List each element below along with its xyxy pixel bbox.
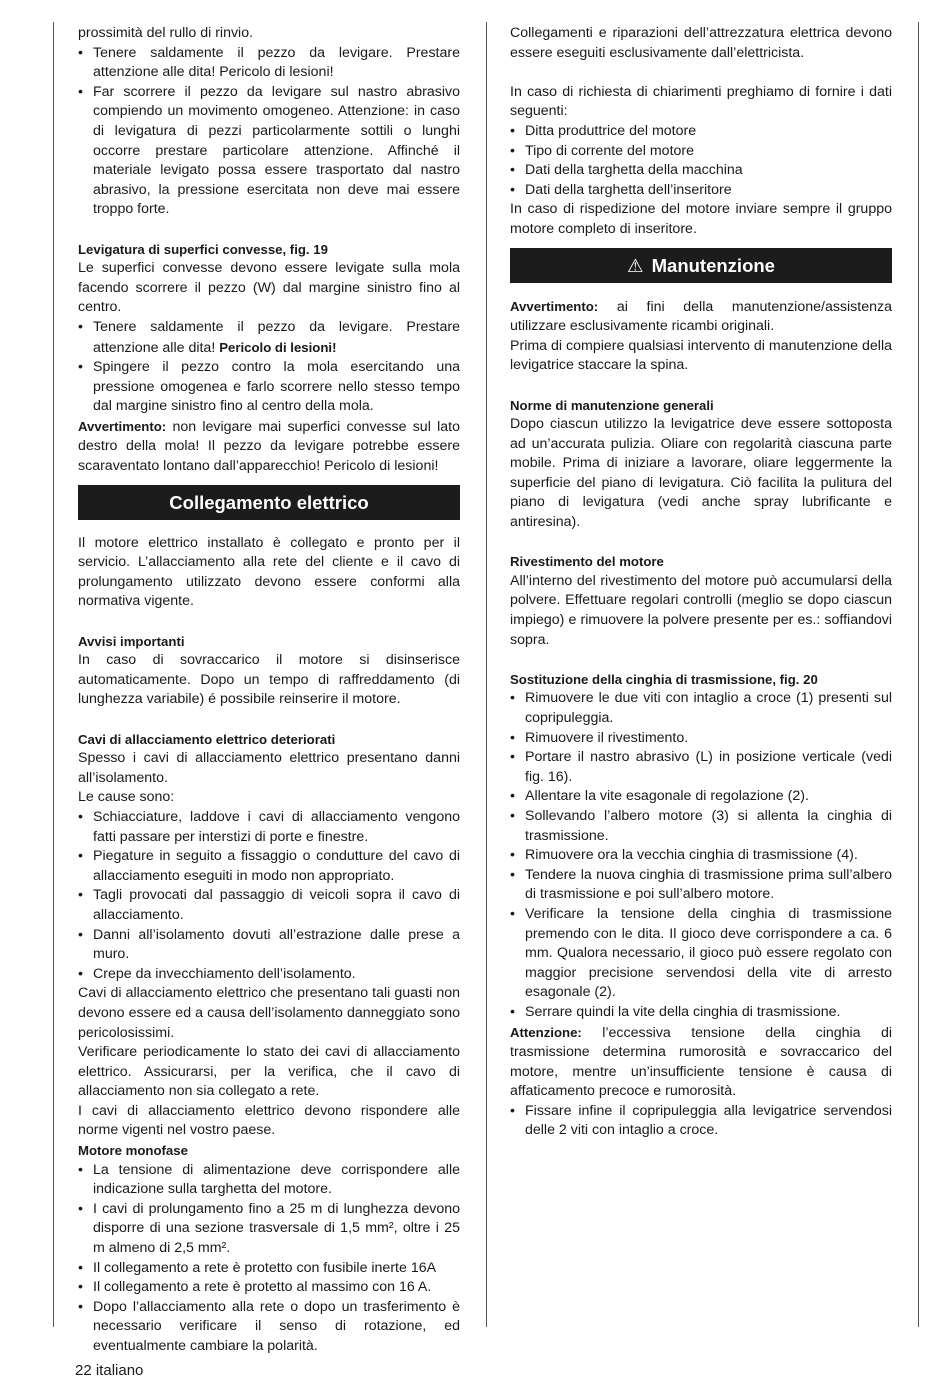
list-item: • Tenere saldamente il pezzo da levigare. Prestare attenzione alle dita! Pericolo di lesioni! bbox=[78, 318, 460, 358]
list-item: • Rimuovere il rivestimento. bbox=[510, 729, 892, 749]
cables-list bbox=[78, 808, 460, 984]
mono-list bbox=[78, 1161, 460, 1357]
request-list bbox=[510, 122, 892, 200]
cables-causes: Le cause sono: bbox=[78, 789, 175, 806]
warning-label: Avvertimento: bbox=[78, 418, 167, 434]
list-item: • Tenere saldamente il pezzo da levigare. Prestare attenzione alle dita! Pericolo di lesioni! bbox=[78, 44, 460, 83]
mono-heading: Motore monofase bbox=[78, 1143, 188, 1159]
convex-warning: Avvertimento: non levigare mai superfici convesse sul lato destro della mola! Il pezzo da levigare potrebbe essere scaraventato lontano dall’apparecchio! Pericolo di lesioni! bbox=[78, 418, 460, 475]
column-rule-left bbox=[53, 22, 54, 1327]
list-item: • Fissare infine il copripuleggia alla levigatrice servendosi delle 2 viti con intaglio a croce. bbox=[510, 1102, 892, 1141]
right-column bbox=[510, 24, 892, 1141]
list-item: • Crepe da invecchiamento dell’isolamento. bbox=[78, 965, 460, 985]
cables-text: Cavi di allacciamento elettrico che presentano tali guasti non devono essere ed a causa dell’isolamento danneggiato sono pericolosissimi. bbox=[78, 985, 460, 1041]
general-heading: Norme di manutenzione generali bbox=[510, 397, 714, 413]
belt-list bbox=[510, 689, 892, 1022]
request-text: In caso di richiesta di chiarimenti preghiamo di fornire i dati seguenti: bbox=[510, 83, 892, 120]
housing-heading: Rivestimento del motore bbox=[510, 554, 664, 570]
cables-text: Spesso i cavi di allacciamento elettrico presentano danni all’isolamento. bbox=[78, 750, 460, 786]
electric-text: Il motore elettrico installato è collegato e pronto per il servicio. L’allacciamento alla rete del cliente e il cavo di prolungamento utilizzato devono essere conformi alla normativa vigente. bbox=[78, 534, 460, 610]
electric-section-banner: Collegamento elettrico bbox=[78, 485, 460, 520]
warning-label: Avvertimento: bbox=[510, 298, 599, 314]
list-item: • Tendere la nuova cinghia di trasmissione prima sull’albero di trasmissione e poi sull’albero motore. bbox=[510, 866, 892, 905]
notices-text: In caso di sovraccarico il motore si disinserisce automaticamente. Dopo un tempo di raffreddamento (di lunghezza variabile) é possibile reinserire il motore. bbox=[78, 652, 460, 708]
list-item: • Dopo l’allacciamento alla rete o dopo un trasferimento è necessario verificare il senso di rotazione, ed eventualmente cambiare la polarità. bbox=[78, 1298, 460, 1357]
list-item: • Verificare la tensione della cinghia di trasmissione premendo con le dita. Il gioco deve corrispondere a ca. 6 mm. Qualora necessario, il gioco può essere regolato con maggior precisione servendosi della vite di arresto esagonale (2). bbox=[510, 905, 892, 1003]
list-item: • Rimuovere le due viti con intaglio a croce (1) presenti sul copripuleggia. bbox=[510, 689, 892, 728]
list-item: • Serrare quindi la vite della cinghia di trasmissione. bbox=[510, 1003, 892, 1023]
convex-text: Le superfici convesse devono essere levigate sulla mola facendo scorrere il pezzo (W) dal margine sinistro fino al centro. bbox=[78, 260, 460, 316]
right-intro: Collegamenti e riparazioni dell’attrezzatura elettrica devono essere eseguiti esclusivamente dall’elettricista. bbox=[510, 25, 892, 61]
maintenance-text: Prima di compiere qualsiasi intervento di manutenzione della levigatrice staccare la spina. bbox=[510, 337, 892, 374]
list-item: • La tensione di alimentazione deve corrispondere alle indicazione sulla targhetta del motore. bbox=[78, 1161, 460, 1200]
cables-text: Verificare periodicamente lo stato dei cavi di allacciamento elettrico. Assicurarsi, per la verifica, che il cavo di allacciamento non sia collegato a rete. bbox=[78, 1044, 460, 1100]
maintenance-warning: Avvertimento: ai fini della manutenzione/assistenza utilizzare esclusivamente ricambi originali. bbox=[510, 298, 892, 335]
list-item: • Spingere il pezzo contro la mola esercitando una pressione omogenea e farlo scorrere nello stesso tempo dal margine sinistro fino al centro della mola. bbox=[78, 358, 460, 417]
list-item: • I cavi di prolungamento fino a 25 m di lunghezza devono disporre di una sezione trasversale di 1,5 mm², oltre i 25 m almeno di 2,5 mm². bbox=[78, 1200, 460, 1259]
warning-triangle-icon: ⚠ bbox=[627, 254, 644, 276]
list-item: • Tagli provocati dal passaggio di veicoli sopra il cavo di allacciamento. bbox=[78, 886, 460, 925]
column-rule-right bbox=[918, 22, 919, 1327]
convex-list bbox=[78, 318, 460, 417]
list-item: • Far scorrere il pezzo da levigare sul nastro abrasivo compiendo un movimento omogeneo. Attenzione: in caso di levigatura di pezzi particolarmente sottili o lunghi occorre prestare particolare attenzione. Affinché il materiale levigato possa essere trasportato dal nastro abrasivo, la pressione esercitata non deve mai essere troppo forte. bbox=[78, 83, 460, 220]
convex-heading: Levigatura di superfici convesse, fig. 19 bbox=[78, 241, 328, 257]
list-item: • Ditta produttrice del motore bbox=[510, 122, 892, 142]
page-footer: 22 italiano bbox=[75, 1362, 144, 1379]
general-text: Dopo ciascun utilizzo la levigatrice deve essere sottoposta ad un’accurata pulizia. Oliare con regolarità ciascuna parte mobile. Prima di iniziare a lavorare, oliare leggermente la superficie del piano di levigatura. Ciò facilita la pulitura del piano di levigatura (vedi anche spray lubrificante e antiresina). bbox=[510, 416, 892, 531]
belt-final-list bbox=[510, 1102, 892, 1141]
list-item: • Dati della targhetta dell’inseritore bbox=[510, 181, 892, 201]
list-item: • Allentare la vite esagonale di regolazione (2). bbox=[510, 787, 892, 807]
notices-heading: Avvisi importanti bbox=[78, 633, 185, 649]
list-item: • Il collegamento a rete è protetto al massimo con 16 A. bbox=[78, 1278, 460, 1298]
belt-attention: Attenzione: l’eccessiva tensione della cinghia di trasmissione determina rumorosità e sovraccarico del motore, mentre un’insufficiente tensione è causa di affaticamento precoce e rumorosità. bbox=[510, 1024, 892, 1100]
list-item: • Danni all’isolamento dovuti all’estrazione dalle prese a muro. bbox=[78, 926, 460, 965]
belt-heading: Sostituzione della cinghia di trasmissione, fig. 20 bbox=[510, 671, 818, 687]
cables-heading: Cavi di allacciamento elettrico deteriorati bbox=[78, 731, 336, 747]
left-intro: prossimità del rullo di rinvio. bbox=[78, 25, 254, 41]
list-item: • Portare il nastro abrasivo (L) in posizione verticale (vedi fig. 16). bbox=[510, 748, 892, 787]
list-item: • Schiacciature, laddove i cavi di allacciamento vengono fatti passare per interstizi di porte e finestre. bbox=[78, 808, 460, 847]
column-rule-middle bbox=[486, 22, 487, 1327]
return-text: In caso di rispedizione del motore inviare sempre il gruppo motore completo di inseritore. bbox=[510, 201, 892, 237]
maintenance-section-banner: ⚠ Manutenzione bbox=[510, 248, 892, 283]
list-item: • Sollevando l’albero motore (3) si allenta la cinghia di trasmissione. bbox=[510, 807, 892, 846]
left-column bbox=[78, 24, 460, 1357]
danger-label: Pericolo di lesioni! bbox=[219, 339, 337, 355]
list-item: • Tipo di corrente del motore bbox=[510, 142, 892, 162]
list-item: • Piegature in seguito a fissaggio o condutture del cavo di allacciamento eseguiti in modo non appropriato. bbox=[78, 847, 460, 886]
list-item: • Il collegamento a rete è protetto con fusibile inerte 16A bbox=[78, 1259, 460, 1279]
list-item: • Dati della targhetta della macchina bbox=[510, 161, 892, 181]
cables-text: I cavi di allacciamento elettrico devono rispondere alle norme vigenti nel vostro paese. bbox=[78, 1102, 460, 1139]
attention-label: Attenzione: bbox=[510, 1024, 582, 1040]
sanding-list bbox=[78, 44, 460, 220]
housing-text: All’interno del rivestimento del motore può accumularsi della polvere. Effettuare regolari controlli (meglio se dopo ciascun impiego) e rimuovere la polvere presente per es.: soffiandovi sopra. bbox=[510, 572, 892, 648]
list-item: • Rimuovere ora la vecchia cinghia di trasmissione (4). bbox=[510, 846, 892, 866]
